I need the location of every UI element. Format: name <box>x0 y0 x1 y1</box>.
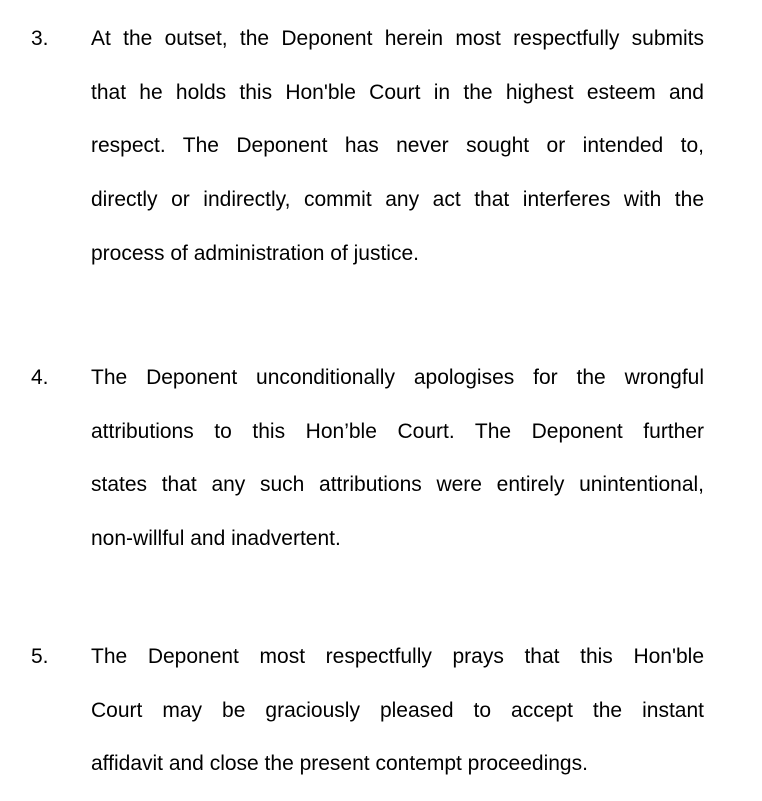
paragraph-line: At the outset, the Deponent herein most respectfully submits <box>91 27 704 50</box>
paragraph-line: The Deponent most respectfully prays that this Hon'ble <box>91 645 704 668</box>
paragraph-line: states that any such attributions were entirely unintentional, <box>91 473 704 496</box>
paragraph-line: affidavit and close the present contempt proceedings. <box>91 752 588 775</box>
paragraph-line: attributions to this Hon’ble Court. The Deponent further <box>91 420 704 443</box>
paragraph-line: directly or indirectly, commit any act that interferes with the <box>91 188 704 211</box>
paragraph-number: 4. <box>31 366 49 389</box>
paragraph-line: respect. The Deponent has never sought or intended to, <box>91 134 704 157</box>
paragraph-line: The Deponent unconditionally apologises for the wrongful <box>91 366 704 389</box>
paragraph-line: that he holds this Hon'ble Court in the highest esteem and <box>91 81 704 104</box>
paragraph-line: non-willful and inadvertent. <box>91 527 341 550</box>
paragraph-line: process of administration of justice. <box>91 242 419 265</box>
paragraph-line: Court may be graciously pleased to accept the instant <box>91 699 704 722</box>
paragraph-number: 5. <box>31 645 49 668</box>
paragraph-number: 3. <box>31 27 49 50</box>
